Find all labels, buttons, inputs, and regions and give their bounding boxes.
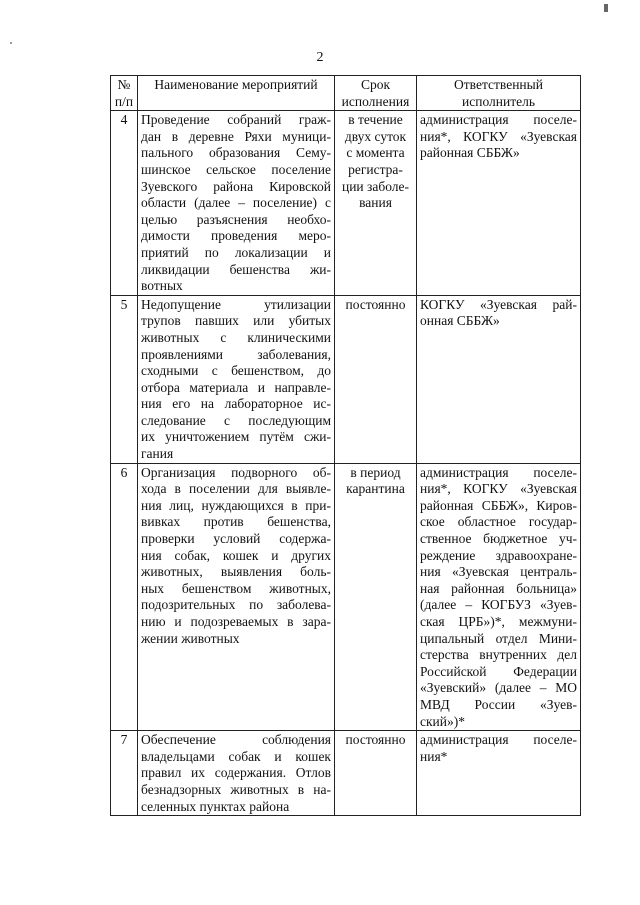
execution-term-line: вания: [359, 195, 392, 211]
responsible-party-line: ния*, КОГКУ «Зуевская: [420, 481, 577, 497]
header-responsible-line: Ответственный: [454, 77, 543, 92]
measure-name: [138, 295, 335, 463]
measure-name-line: владельцами собак и кошек: [141, 748, 331, 764]
header-measure-name: [138, 76, 335, 111]
execution-term-line: в течение: [348, 112, 403, 128]
execution-term-line: карантина: [346, 481, 405, 497]
row-number: 5: [111, 295, 138, 463]
execution-term-line: постоянно: [345, 296, 406, 312]
measure-name-line: области (далее – поселение) с: [141, 195, 331, 211]
row-number: 7: [111, 731, 138, 816]
responsible-party-line: администрация поселе-: [420, 464, 577, 480]
measure-name-line: пального образования Сему-: [141, 145, 331, 161]
measure-name-line: селенных пунктах района: [141, 798, 290, 814]
responsible-party-line: ная районная больница»: [420, 580, 577, 596]
execution-term-line: ции заболе-: [341, 178, 410, 194]
header-term-line: Срок: [360, 77, 391, 92]
responsible-party-line: ский»)*: [420, 713, 465, 729]
responsible-party-line: «Зуевский» (далее – МО: [420, 680, 577, 696]
measure-name-line: целью разъяснения необхо-: [141, 211, 331, 227]
measure-name-line: подозрительных по заболева-: [141, 597, 331, 613]
table-body: [111, 111, 581, 816]
responsible-party: [417, 111, 581, 296]
responsible-party-line: районная СББЖ»: [420, 145, 520, 161]
measure-name: [138, 111, 335, 296]
measure-name-line: димости проведения меро-: [141, 228, 331, 244]
responsible-party-line: ское областное государ-: [420, 514, 577, 530]
measure-name-line: Недопущение утилизации: [141, 296, 331, 312]
execution-term-line: двух суток: [344, 128, 407, 144]
measure-name-line: жении животных: [141, 630, 240, 646]
measure-name-line: Обеспечение соблюдения: [141, 732, 331, 748]
responsible-party-line: ния*, КОГКУ «Зуевская: [420, 128, 577, 144]
responsible-party-line: стерства внутренних дел: [420, 647, 577, 663]
measure-name-line: нию и подозреваемых в зара-: [141, 614, 331, 629]
table-row: [111, 295, 581, 463]
measure-name-line: дан в деревне Ряхи муници-: [141, 128, 331, 144]
measure-name-line: ния лиц, нуждающихся в при-: [141, 497, 331, 513]
measure-name: [138, 463, 335, 731]
measure-name-line: Организация подворного об-: [141, 464, 331, 480]
header-measure-line: Наименование мероприятий: [154, 77, 318, 92]
responsible-party-line: районная СББЖ», Киров-: [420, 497, 577, 513]
measure-name-line: правил их содержания. Отлов: [141, 765, 331, 781]
execution-term-line: регистра-: [348, 161, 403, 177]
measure-name-line: вотных: [141, 278, 183, 294]
measures-table: [110, 75, 581, 816]
header-responsible: [417, 76, 581, 111]
responsible-party: [417, 295, 581, 463]
header-responsible-line: исполнитель: [462, 93, 535, 109]
measure-name-line: гания: [141, 446, 174, 462]
measure-name-line: проверки условий содержа-: [141, 531, 331, 547]
table-header-row: [111, 76, 581, 111]
measure-name-line: хода в поселении для выявле-: [141, 481, 331, 497]
measure-name-line: ния собак, кошек и других: [141, 547, 331, 563]
responsible-party-line: МВД России «Зуев-: [420, 696, 577, 712]
responsible-party-line: реждение здравоохране-: [420, 547, 577, 563]
table-row: [111, 463, 581, 731]
measure-name-line: проявлениями заболевания,: [141, 346, 331, 362]
measure-name-line: Зуевского района Кировской: [141, 178, 331, 194]
scan-artifact-mark: [604, 4, 608, 12]
measure-name-line: отбора материала и направле-: [141, 379, 331, 395]
measure-name-line: следование с последующим: [141, 412, 331, 428]
header-number: [111, 76, 138, 111]
responsible-party-line: администрация поселе-: [420, 112, 577, 128]
measure-name-line: вивках против бешенства,: [141, 514, 331, 530]
responsible-party-line: (далее – КОГБУЗ «Зуев-: [420, 597, 577, 613]
measure-name-line: ликвидации бешенства жи-: [141, 261, 331, 277]
execution-term: [335, 295, 417, 463]
header-number-line: №: [117, 77, 131, 92]
measure-name-line: шинское сельское поселение: [141, 161, 331, 177]
measure-name-line: трупов павших или убитых: [141, 313, 331, 329]
execution-term: [335, 731, 417, 816]
responsible-party-line: администрация поселе-: [420, 732, 577, 748]
responsible-party: [417, 463, 581, 731]
responsible-party-line: ния «Зуевская централь-: [420, 564, 577, 580]
header-term: [335, 76, 417, 111]
measure-name-line: безнадзорных животных в на-: [141, 781, 331, 797]
execution-term-line: с момента: [346, 145, 405, 161]
execution-term-line: постоянно: [345, 732, 406, 748]
measure-name-line: их уничтожением путём сжи-: [141, 429, 331, 445]
row-number: 6: [111, 463, 138, 731]
responsible-party-line: онная СББЖ»: [420, 313, 500, 329]
measure-name-line: сходными с бешенством, до: [141, 363, 331, 379]
responsible-party-line: ния*: [420, 748, 448, 764]
responsible-party: [417, 731, 581, 816]
responsible-party-line: Российской Федерации: [420, 663, 577, 679]
row-number: 4: [111, 111, 138, 296]
responsible-party-line: ская ЦРБ»)*, межмуни-: [420, 614, 577, 629]
table-row: [111, 731, 581, 816]
measure-name-line: Проведение собраний граж-: [141, 112, 331, 128]
header-term-line: исполнения: [341, 93, 410, 109]
measure-name-line: ных бешенством животных,: [141, 580, 331, 596]
responsible-party-line: КОГКУ «Зуевская рай-: [420, 296, 577, 312]
execution-term: [335, 111, 417, 296]
measure-name: [138, 731, 335, 816]
responsible-party-line: ципальный отдел Мини-: [420, 630, 577, 646]
execution-term-line: в период: [350, 464, 401, 480]
measure-name-line: приятий по локализации и: [141, 244, 331, 260]
execution-term: [335, 463, 417, 731]
measure-name-line: ния его на лабораторное ис-: [141, 396, 331, 412]
responsible-party-line: ственное бюджетное уч-: [420, 531, 577, 547]
scan-artifact-dot: [10, 42, 12, 44]
measure-name-line: животных, выявления боль-: [141, 564, 331, 580]
header-number-line: п/п: [114, 93, 134, 109]
table-row: [111, 111, 581, 296]
page-number: 2: [316, 50, 324, 65]
measure-name-line: животных с клиническими: [141, 329, 331, 345]
